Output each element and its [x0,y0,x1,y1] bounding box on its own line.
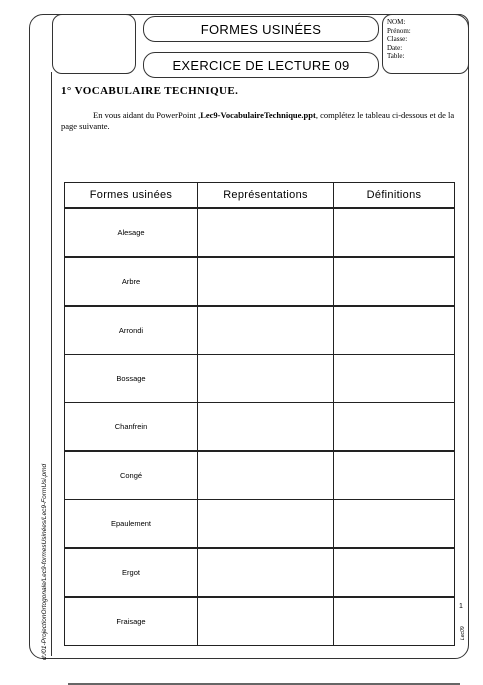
section-title: 1° VOCABULAIRE TECHNIQUE. [61,85,239,97]
term-cell: Arrondi [65,306,198,355]
representation-cell[interactable] [198,306,334,355]
table-row [65,355,455,403]
representation-cell[interactable] [198,257,334,306]
table-row [65,306,455,355]
definition-cell[interactable] [334,451,455,500]
header-logo-box [52,14,136,74]
definition-cell[interactable] [334,306,455,355]
definition-cell[interactable] [334,257,455,306]
table-row [65,403,455,452]
header-representations: Représentations [198,183,334,209]
left-rule [51,72,52,656]
representation-cell[interactable] [198,403,334,452]
table-row [65,500,455,549]
representation-cell[interactable] [198,355,334,403]
term-cell: Epaulement [65,500,198,549]
representation-cell[interactable] [198,500,334,549]
table-header-row [65,183,455,209]
table-row [65,257,455,306]
instructions: En vous aidant du PowerPoint ,Lec9-VocabulaireTechnique.ppt, complétez le tableau ci-dessous et de la page suivante. [61,110,455,131]
term-cell: Ergot [65,548,198,597]
vocabulary-table [64,182,455,646]
document-code: Lec09 [460,626,466,640]
term-cell: Congé [65,451,198,500]
id-field-table[interactable]: Table: [387,52,405,60]
header-formes-usinees: Formes usinées [65,183,198,209]
page-subtitle: EXERCICE DE LECTURE 09 [143,52,379,78]
id-field-prenom[interactable]: Prénom: [387,26,411,35]
header-definitions: Définitions [334,183,455,209]
term-cell: Chanfrein [65,403,198,452]
page-title: FORMES USINÉES [143,16,379,42]
definition-cell[interactable] [334,548,455,597]
representation-cell[interactable] [198,451,334,500]
definition-cell[interactable] [334,500,455,549]
table-row [65,451,455,500]
representation-cell[interactable] [198,208,334,257]
table-row [65,548,455,597]
id-field-nom[interactable]: NOM: [387,18,406,26]
definition-cell[interactable] [334,403,455,452]
term-cell: Fraisage [65,597,198,646]
representation-cell[interactable] [198,597,334,646]
term-cell: Bossage [65,355,198,403]
term-cell: Alesage [65,208,198,257]
definition-cell[interactable] [334,208,455,257]
table-row [65,597,455,646]
definition-cell[interactable] [334,597,455,646]
id-field-classe[interactable]: Classe: [387,35,408,43]
page-number: 1 [459,603,463,610]
definition-cell[interactable] [334,355,455,403]
id-field-date[interactable]: Date: [387,43,403,52]
file-path-label: d:/01-ProjectionOrtogonale/Lec9-formesUsinées/Lec9-FormUsi.pmd [41,463,48,660]
id-fields [387,18,411,61]
term-cell: Arbre [65,257,198,306]
ppt-file-name: Lec9-VocabulaireTechnique.ppt [200,110,316,120]
representation-cell[interactable] [198,548,334,597]
table-row [65,208,455,257]
